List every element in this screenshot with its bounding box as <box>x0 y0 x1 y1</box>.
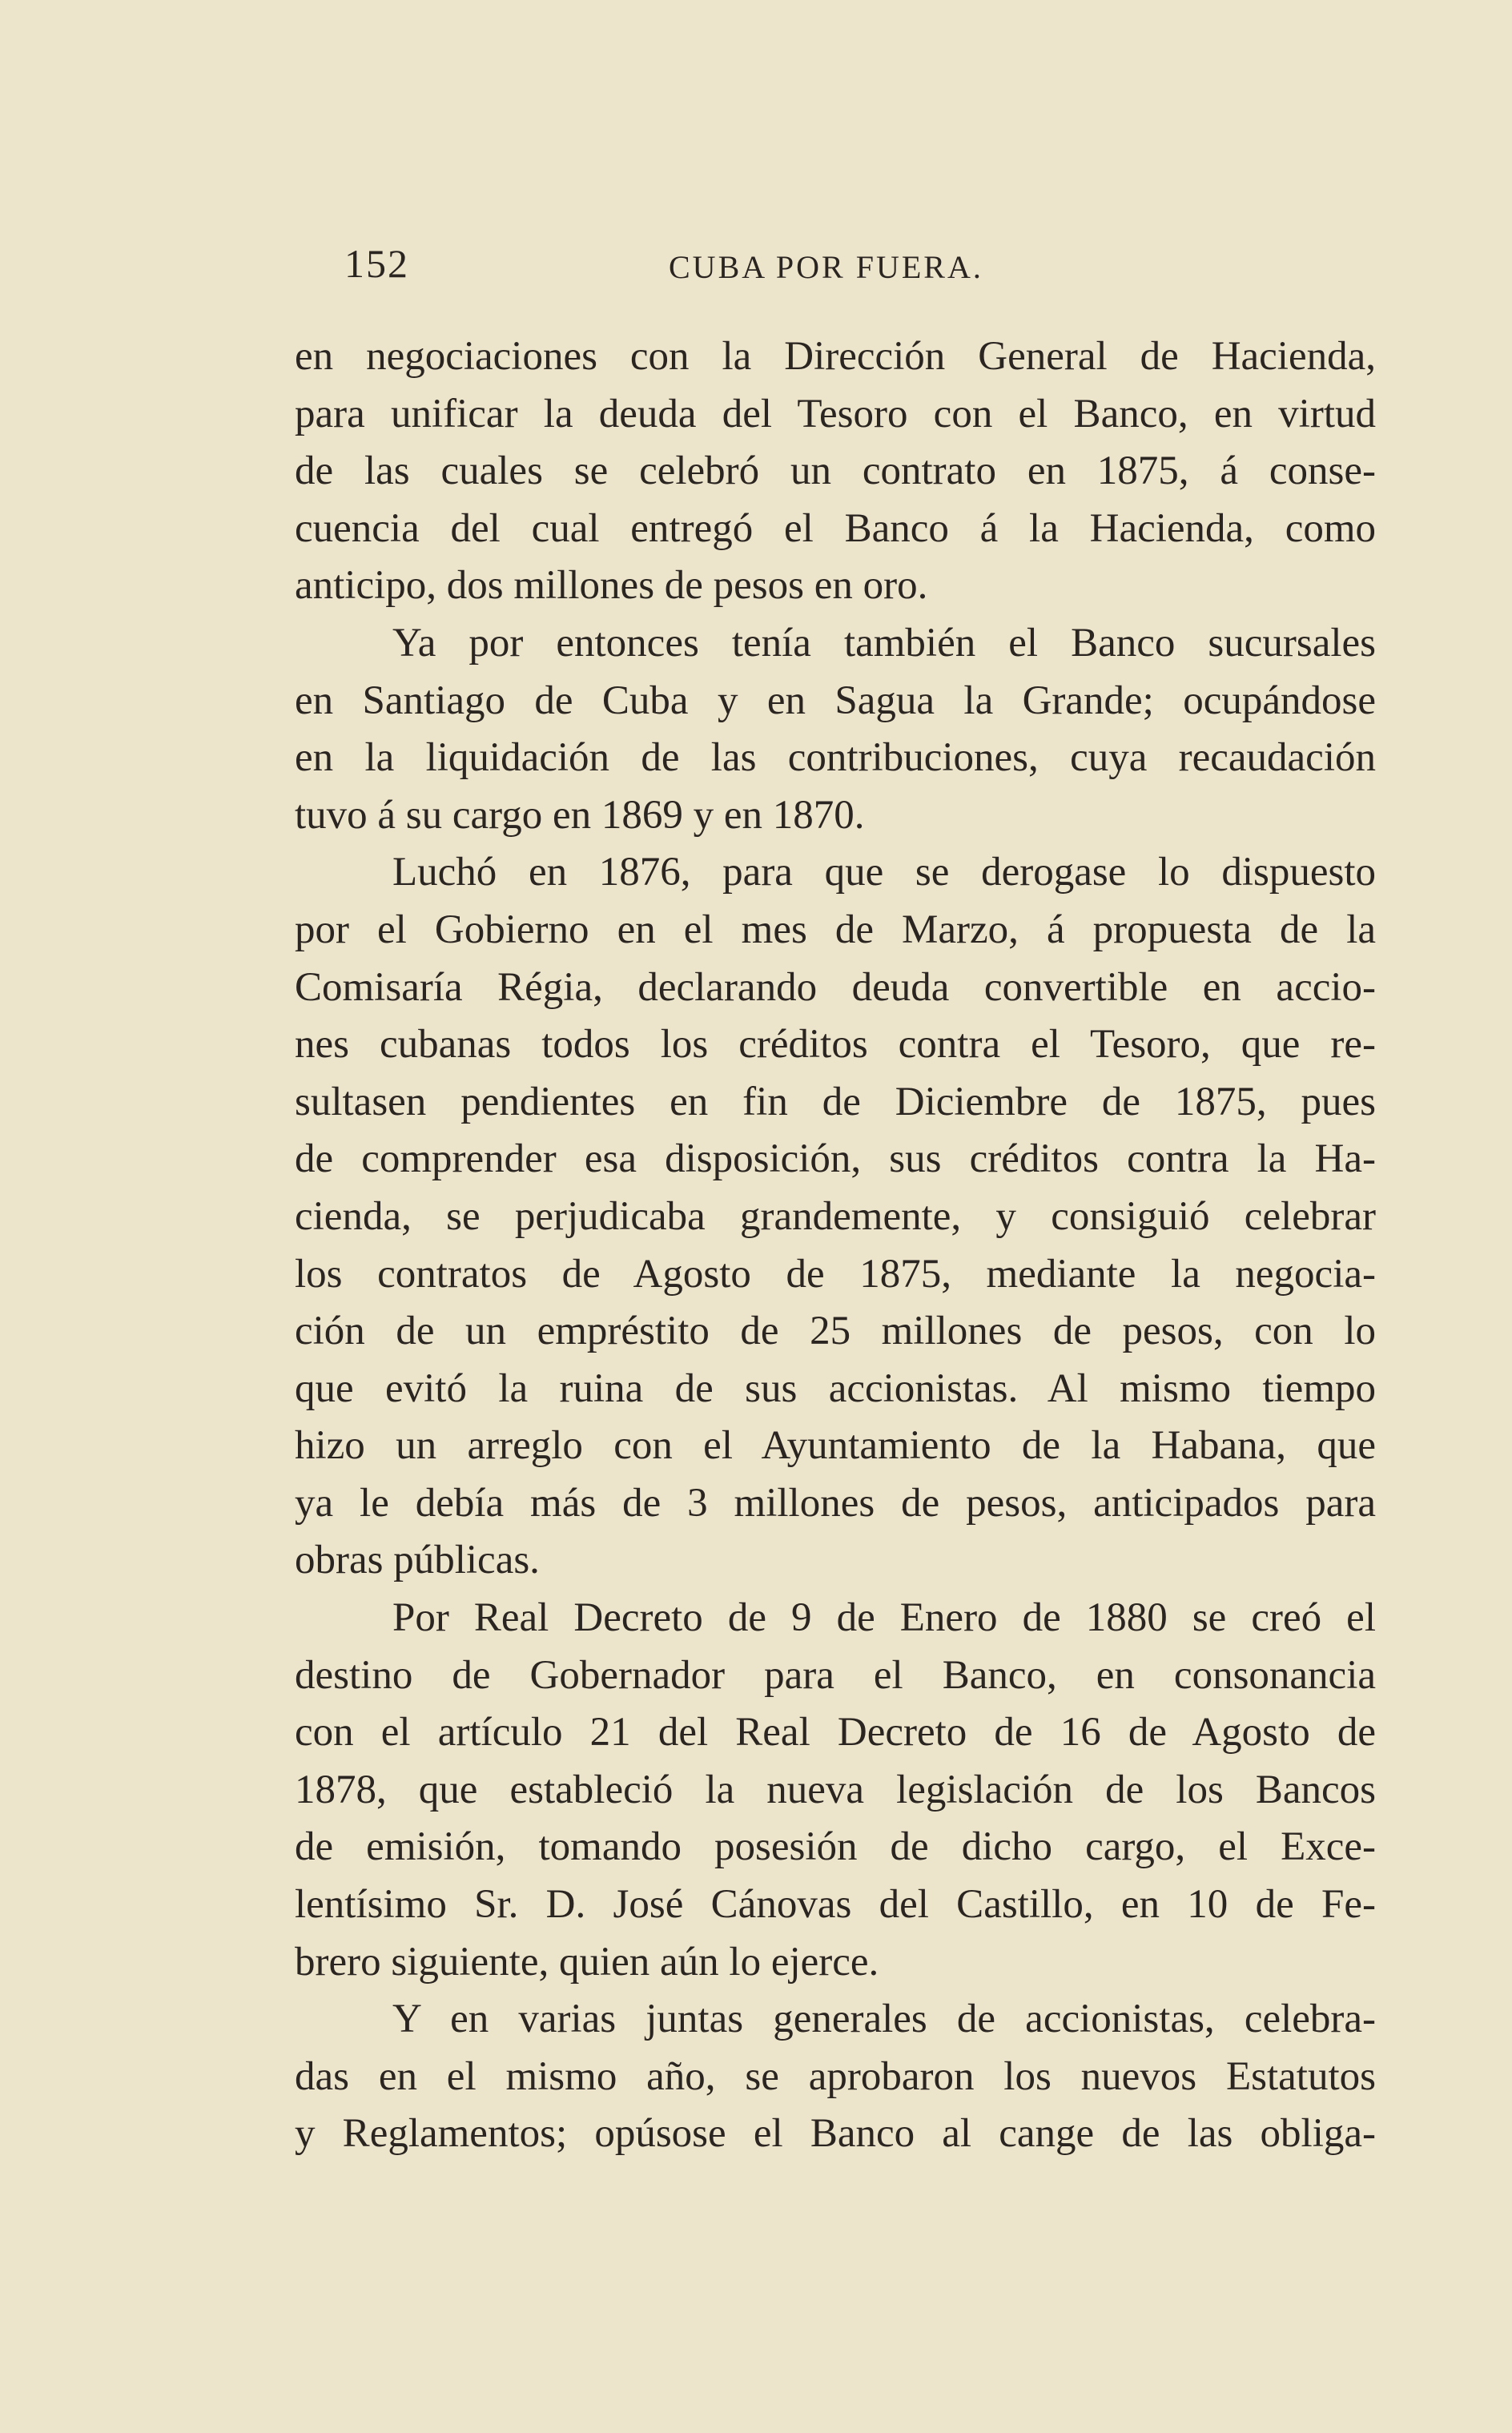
text-line: en Santiago de Cuba y en Sagua la Grande; ocupándose <box>295 678 1376 723</box>
text-line: de emisión, tomando posesión de dicho cargo, el Exce- <box>295 1824 1376 1870</box>
running-head <box>344 240 1377 304</box>
text-line: Ya por entonces tenía también el Banco sucursales <box>392 620 1376 666</box>
text-line: das en el mismo año, se aprobaron los nuevos Estatutos <box>295 2053 1376 2099</box>
text-line: cuencia del cual entregó el Banco á la Hacienda, como <box>295 505 1376 551</box>
text-line: Y en varias juntas generales de accionistas, celebra- <box>392 1997 1376 2042</box>
text-line: brero siguiente, quien aún lo ejerce. <box>295 1939 879 1985</box>
running-title: CUBA POR FUERA. <box>669 249 983 285</box>
text-line: sultasen pendientes en fin de Diciembre de 1875, pues <box>295 1079 1376 1124</box>
text-line: cienda, se perjudicaba grandemente, y consiguió celebrar <box>295 1193 1376 1239</box>
text-line: para unificar la deuda del Tesoro con el Banco, en virtud <box>295 391 1376 436</box>
text-line: Luchó en 1876, para que se derogase lo dispuesto <box>392 850 1376 895</box>
text-line: Comisaría Régia, declarando deuda convertible en accio- <box>295 964 1376 1010</box>
text-line: ya le debía más de 3 millones de pesos, anticipados para <box>295 1480 1376 1526</box>
page-number: 152 <box>344 241 409 286</box>
text-line: lentísimo Sr. D. José Cánovas del Castillo, en 10 de Fe- <box>295 1882 1376 1928</box>
text-line: los contratos de Agosto de 1875, mediante la negocia- <box>295 1251 1376 1297</box>
text-line: en la liquidación de las contribuciones, cuya recaudación <box>295 735 1376 781</box>
text-line: en negociaciones con la Dirección General de Hacienda, <box>295 334 1376 379</box>
text-line: y Reglamentos; opúsose el Banco al cange de las obliga- <box>295 2111 1376 2157</box>
text-line: por el Gobierno en el mes de Marzo, á propuesta de la <box>295 907 1376 952</box>
text-line: 1878, que estableció la nueva legislación de los Bancos <box>295 1767 1376 1812</box>
body-text <box>295 328 1376 2163</box>
text-line: obras públicas. <box>295 1538 540 1583</box>
text-line: ción de un empréstito de 25 millones de pesos, con lo <box>295 1309 1376 1354</box>
text-line: anticipo, dos millones de pesos en oro. <box>295 563 928 609</box>
text-line: de comprender esa disposición, sus créditos contra la Ha- <box>295 1136 1376 1182</box>
text-line: Por Real Decreto de 9 de Enero de 1880 se creó el <box>392 1595 1376 1641</box>
text-line: de las cuales se celebró un contrato en 1875, á conse- <box>295 448 1376 494</box>
text-line: con el artículo 21 del Real Decreto de 16 de Agosto de <box>295 1710 1376 1755</box>
text-line: que evitó la ruina de sus accionistas. Al mismo tiempo <box>295 1365 1376 1411</box>
text-line: nes cubanas todos los créditos contra el Tesoro, que re- <box>295 1022 1376 1068</box>
text-line: hizo un arreglo con el Ayuntamiento de la Habana, que <box>295 1423 1376 1469</box>
text-line: destino de Gobernador para el Banco, en consonancia <box>295 1652 1376 1698</box>
text-line: tuvo á su cargo en 1869 y en 1870. <box>295 792 865 838</box>
